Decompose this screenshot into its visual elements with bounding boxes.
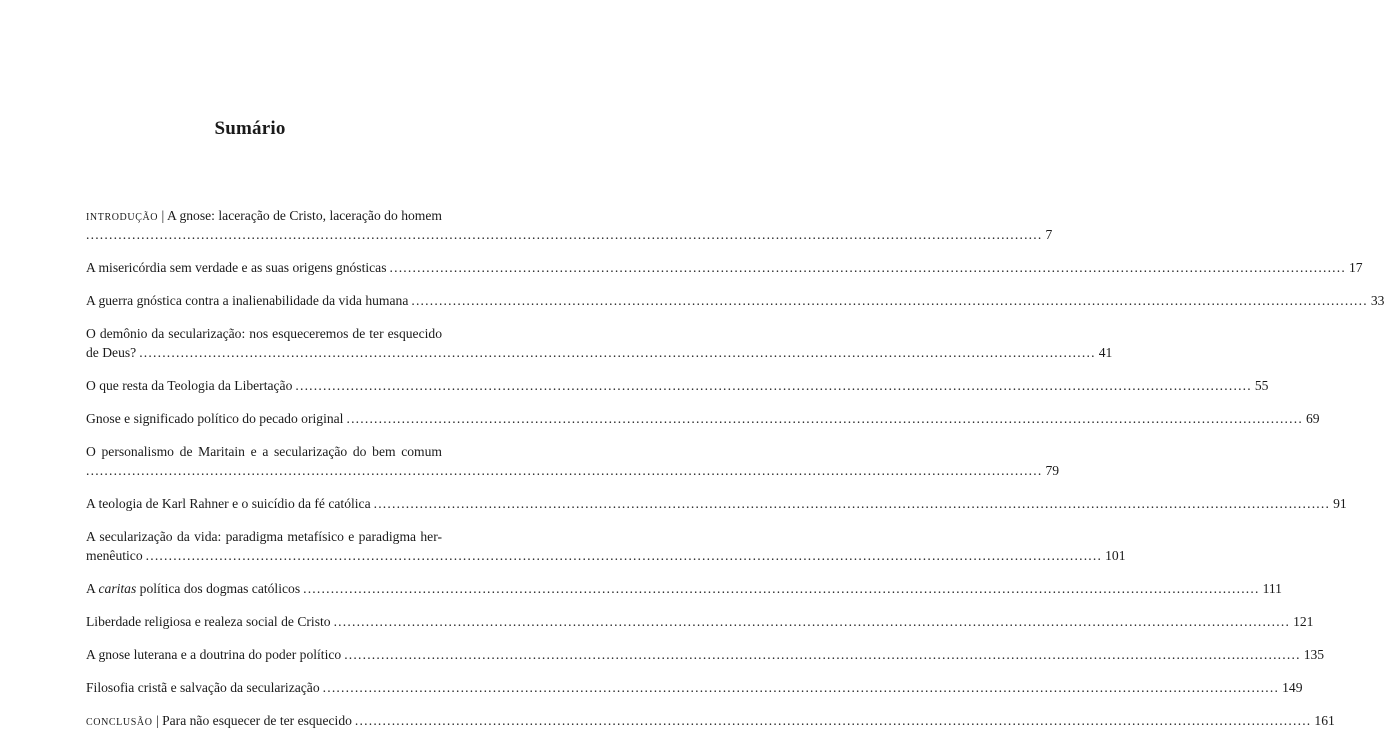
toc-entry-text: A misericórdia sem verdade e as suas origens gnósticas [86, 260, 387, 275]
toc-entry [86, 678, 1303, 697]
toc-entry [86, 612, 1314, 631]
toc-leader-dots [344, 645, 1300, 664]
toc-page-number: 79 [1045, 463, 1060, 478]
toc-entry-title [86, 206, 442, 225]
table-of-contents [86, 206, 1384, 744]
toc-entry-text-pre: A [86, 581, 96, 596]
page-title: Sumário [214, 118, 286, 139]
toc-entry-text: Liberdade religiosa e realeza social de Cristo [86, 614, 331, 629]
toc-page-number: 101 [1105, 548, 1126, 563]
toc-leader-dots [411, 291, 1367, 310]
toc-entry-text-cont: de Deus? [86, 345, 137, 360]
toc-entry-prefix: introdução [86, 208, 159, 223]
toc-entry-text: A gnose luterana e a doutrina do poder político [86, 647, 342, 662]
toc-leader-dots [390, 258, 1346, 277]
toc-separator: | [161, 208, 165, 223]
toc-page-number: 135 [1303, 647, 1325, 662]
toc-entry-text: política dos dogmas católicos [139, 581, 301, 596]
toc-entry-text: A teologia de Karl Rahner e o suicídio da fé católica [86, 496, 371, 511]
toc-page-number: 7 [1045, 227, 1053, 242]
toc-entry [86, 645, 1325, 664]
toc-leader-dots [86, 225, 1042, 244]
toc-entry-text-cont: menêutico [86, 548, 143, 563]
toc-leader-dots [346, 409, 1302, 428]
toc-entry-prefix: conclusão [86, 713, 153, 728]
toc-page-number: 91 [1333, 496, 1347, 511]
toc-page-number: 17 [1348, 260, 1363, 275]
toc-entry-text: A secularização da vida: paradigma metafísico e paradigma her- [86, 529, 442, 544]
toc-entry [86, 376, 1269, 395]
toc-entry-text: A guerra gnóstica contra a inalienabilidade da vida humana [86, 293, 409, 308]
toc-entry [86, 324, 1113, 362]
toc-page-number: 111 [1262, 581, 1282, 596]
toc-entry-text: A gnose: laceração de Cristo, laceração do homem [166, 208, 442, 223]
toc-page-number: 121 [1293, 614, 1314, 629]
toc-entry [86, 442, 1060, 480]
toc-separator: | [155, 713, 159, 728]
toc-entry-text: O que resta da Teologia da Libertação [86, 378, 293, 393]
toc-leader-dots [334, 612, 1290, 631]
toc-page-number: 149 [1282, 680, 1303, 695]
toc-leader-dots [146, 546, 1102, 565]
toc-entry-introducao [86, 206, 1053, 244]
toc-entry-text: Filosofia cristã e salvação da secularização [86, 680, 320, 695]
toc-entry [86, 291, 1384, 310]
toc-entry [86, 409, 1320, 428]
toc-leader-dots [295, 376, 1251, 395]
toc-entry [86, 579, 1282, 598]
toc-entry-italic-word: caritas [98, 581, 137, 596]
toc-leader-dots [86, 461, 1042, 480]
toc-page-number: 33 [1370, 293, 1384, 308]
toc-leader-dots [139, 343, 1095, 362]
toc-page-number: 55 [1254, 378, 1269, 393]
toc-page-number: 69 [1305, 411, 1320, 426]
toc-leader-dots [323, 678, 1279, 697]
toc-page-number: 41 [1098, 345, 1113, 360]
toc-leader-dots [303, 579, 1259, 598]
toc-leader-dots [355, 711, 1311, 730]
toc-entry-text: O personalismo de Maritain e a secularização do bem comum [86, 444, 442, 459]
toc-entry-text: Para não esquecer de ter esquecido [162, 713, 352, 728]
toc-entry-title [86, 579, 300, 598]
toc-entry-conclusao [86, 711, 1335, 730]
toc-entry-text: Gnose e significado político do pecado original [86, 411, 344, 426]
toc-page-number: 161 [1314, 713, 1335, 728]
toc-entry [86, 258, 1363, 277]
toc-entry-title [86, 711, 352, 730]
toc-entry [86, 527, 1126, 565]
toc-leader-dots [374, 494, 1330, 513]
toc-entry [86, 494, 1347, 513]
toc-entry-text: O demônio da secularização: nos esqueceremos de ter esquecido [86, 326, 442, 341]
